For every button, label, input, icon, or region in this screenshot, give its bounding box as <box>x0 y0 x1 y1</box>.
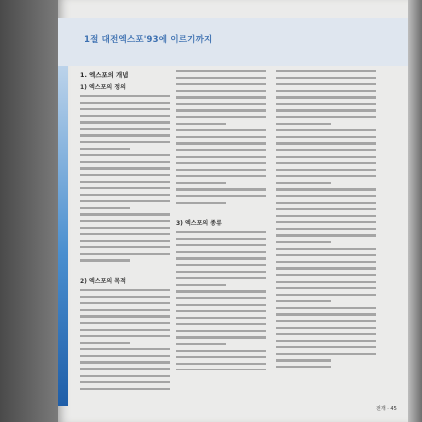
text-line <box>276 83 376 85</box>
text-line <box>176 350 266 352</box>
text-line <box>176 188 266 190</box>
text-line <box>276 103 376 105</box>
text-line <box>80 315 170 317</box>
text-line <box>276 208 376 210</box>
text-line <box>276 333 376 335</box>
text-line <box>276 116 376 118</box>
text-line <box>80 342 130 344</box>
text-line <box>176 231 266 233</box>
text-line <box>276 274 376 276</box>
text-line <box>276 353 376 355</box>
text-line <box>80 108 170 110</box>
text-line <box>276 195 376 197</box>
text-line <box>176 336 266 338</box>
text-line <box>80 240 170 242</box>
text-line <box>276 156 376 158</box>
text-line <box>80 148 130 150</box>
text-line <box>80 134 170 136</box>
text-line <box>276 340 376 342</box>
text-line <box>80 95 170 97</box>
text-line <box>80 220 170 222</box>
text-line <box>276 327 376 329</box>
text-line <box>176 123 226 125</box>
text-line <box>276 123 331 125</box>
text-line <box>80 174 170 176</box>
text-line <box>276 359 331 361</box>
text-line <box>276 346 376 348</box>
text-line <box>80 355 170 357</box>
text-line <box>276 162 376 164</box>
text-line <box>276 96 376 98</box>
text-line <box>80 296 170 298</box>
chapter-title: 1절 대전엑스포'93에 이르기까지 <box>84 35 213 45</box>
text-line <box>176 77 266 79</box>
text-line <box>176 369 266 370</box>
text-line <box>276 90 376 92</box>
text-line <box>176 290 266 292</box>
text-line <box>80 289 170 291</box>
text-line <box>276 215 376 217</box>
text-line <box>176 343 226 345</box>
text-line <box>176 310 266 312</box>
text-column-3 <box>276 70 376 390</box>
text-line <box>80 194 170 196</box>
text-line <box>176 257 266 259</box>
text-line <box>176 156 266 158</box>
text-line <box>80 227 170 229</box>
text-line <box>176 356 266 358</box>
text-line <box>80 329 170 331</box>
subsection-title-purpose: 2) 엑스포의 목적 <box>80 278 126 286</box>
text-line <box>176 90 266 92</box>
text-line <box>276 248 376 250</box>
text-line <box>276 261 376 263</box>
text-line <box>80 181 170 183</box>
text-line <box>276 221 376 223</box>
section-title: 1. 엑스포의 개념 <box>80 71 129 79</box>
text-line <box>176 149 266 151</box>
text-line <box>80 213 170 215</box>
blue-margin-stripe <box>58 66 68 406</box>
body-text-block <box>176 231 266 370</box>
text-line <box>276 182 331 184</box>
subsection-title-types: 3) 엑스포의 종류 <box>176 220 222 228</box>
text-line <box>80 302 170 304</box>
text-line <box>276 169 376 171</box>
text-line <box>176 284 226 286</box>
text-line <box>80 348 170 350</box>
text-line <box>80 102 170 104</box>
text-line <box>80 388 170 390</box>
text-line <box>176 244 266 246</box>
text-line <box>276 313 376 315</box>
text-line <box>276 77 376 79</box>
text-line <box>176 162 266 164</box>
text-line <box>176 271 266 273</box>
text-line <box>176 83 266 85</box>
text-line <box>276 300 331 302</box>
book-spine-shadow <box>0 0 58 422</box>
text-line <box>80 368 170 370</box>
text-line <box>176 297 266 299</box>
text-line <box>80 253 170 255</box>
text-line <box>176 182 226 184</box>
text-line <box>276 228 376 230</box>
text-line <box>276 188 376 190</box>
text-line <box>80 246 170 248</box>
text-line <box>80 259 130 261</box>
text-line <box>276 70 376 72</box>
body-text-block <box>276 70 376 368</box>
text-line <box>276 109 376 111</box>
text-line <box>276 294 376 296</box>
text-line <box>276 136 376 138</box>
text-column-1 <box>80 70 170 390</box>
text-line <box>276 202 376 204</box>
text-line <box>176 317 266 319</box>
text-line <box>176 70 266 72</box>
text-line <box>176 175 266 177</box>
text-line <box>176 202 226 204</box>
next-page-edge <box>408 0 422 422</box>
text-line <box>80 233 170 235</box>
body-text-block <box>80 95 170 262</box>
text-line <box>176 323 266 325</box>
text-line <box>176 109 266 111</box>
text-line <box>176 238 266 240</box>
text-line <box>276 287 376 289</box>
text-line <box>276 129 376 131</box>
book-page <box>58 0 408 422</box>
text-line <box>176 195 266 197</box>
text-line <box>176 136 266 138</box>
text-line <box>276 175 376 177</box>
text-line <box>276 267 376 269</box>
text-line <box>176 330 266 332</box>
text-line <box>80 154 170 156</box>
text-line <box>80 207 130 209</box>
text-line <box>80 128 170 130</box>
text-line <box>276 320 376 322</box>
text-line <box>80 361 170 363</box>
text-line <box>176 169 266 171</box>
text-line <box>276 142 376 144</box>
body-text-block <box>176 70 266 204</box>
text-line <box>80 335 170 337</box>
subsection-title-definition: 1) 엑스포의 정의 <box>80 84 126 91</box>
text-column-2 <box>176 70 266 370</box>
text-line <box>276 307 376 309</box>
text-line <box>276 149 376 151</box>
text-line <box>80 161 170 163</box>
text-line <box>276 281 376 283</box>
text-line <box>176 363 266 365</box>
text-line <box>80 187 170 189</box>
text-line <box>176 304 266 306</box>
text-line <box>80 322 170 324</box>
text-line <box>176 142 266 144</box>
text-line <box>80 121 170 123</box>
text-line <box>276 241 331 243</box>
text-line <box>176 129 266 131</box>
page-number: 전개 · 45 <box>376 406 397 412</box>
body-text-block <box>80 289 170 390</box>
text-line <box>80 141 170 143</box>
text-line <box>80 167 170 169</box>
text-line <box>80 375 170 377</box>
text-line <box>276 254 376 256</box>
text-line <box>176 116 266 118</box>
text-line <box>176 264 266 266</box>
text-line <box>80 115 170 117</box>
text-line <box>80 309 170 311</box>
text-line <box>176 277 266 279</box>
text-line <box>176 251 266 253</box>
text-line <box>176 103 266 105</box>
text-line <box>276 366 331 368</box>
text-line <box>80 381 170 383</box>
text-line <box>176 96 266 98</box>
text-line <box>276 234 376 236</box>
text-line <box>80 200 170 202</box>
